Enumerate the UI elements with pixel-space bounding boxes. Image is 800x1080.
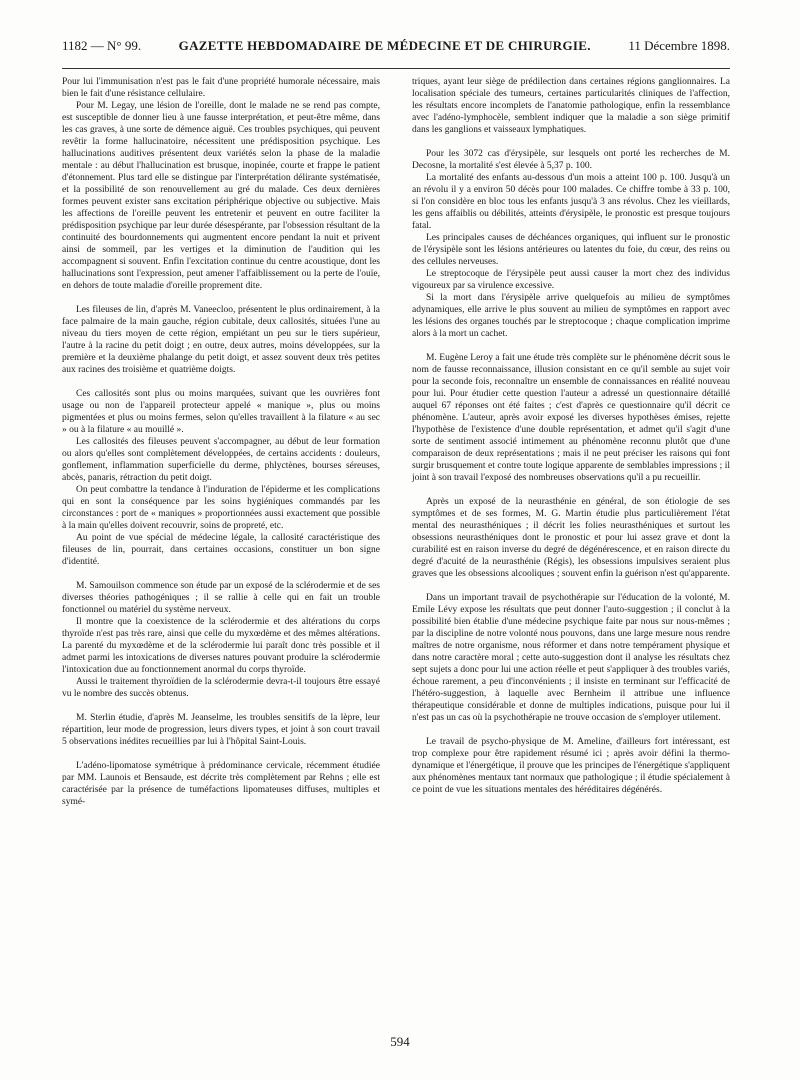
paragraph: Pour les 3072 cas d'érysipèle, sur lesquels ont porté les recherches de M. Decosne, la mortalité s'est élevée à 5,37 p. 100. (412, 149, 730, 171)
right-column (412, 76, 730, 796)
paragraph: Au point de vue spécial de médecine légale, la callosité caractéristique des fileuses de lin, pourrait, dans certaines occasions, constituer un bon signe d'identité. (62, 533, 380, 567)
paragraph: Le travail de psycho-physique de M. Ameline, d'ailleurs fort intéressant, est trop complexe pour être rapidement résumé ici ; après avoir défini la thermo-dynamique et l'énergétique, il prouve que les principes de l'énergétique s'appliquent aux phénomènes mentaux tant normaux que pathologique ; il étudie spécialement à ce point de vue les situations mentales des héréditaires dégénérés. (412, 737, 730, 795)
paragraph: Le streptocoque de l'érysipèle peut aussi causer la mort chez des individus vigoureux par sa virulence excessive. (412, 269, 730, 291)
paragraph: Si la mort dans l'érysipèle arrive quelquefois au milieu de symptômes adynamiques, elle arrive le plus souvent au milieu de symptômes en rapport avec les lésions des organes touchés par le streptocoque ; chaque complication imprime alors à la mort un cachet. (412, 293, 730, 339)
paragraph: triques, ayant leur siège de prédilection dans certaines régions ganglionnaires. La localisation spéciale des tumeurs, certaines particularités cliniques de l'affection, les résultats encore incomplets de l'anatomie pathologique, enfin la ressemblance avec l'adéno-lymphocèle, semblent indiquer que la maladie a son siège primitif dans les ganglions et vaisseaux lymphatiques. (412, 77, 730, 135)
journal-title: GAZETTE HEBDOMADAIRE DE MÉDECINE ET DE CHIRURGIE. (178, 38, 591, 53)
paragraph: Dans un important travail de psychothérapie sur l'éducation de la volonté, M. Emile Lévy expose les résultats que peut donner l'auto-suggestion ; il conclut à la possibilité bien établie d'une médecine psychique faite par nous sur nous-mêmes ; par la discipline de notre volonté nous pouvons, dans une large mesure nous rendre maîtres de notre organisme, nous réformer et dans notre tempérament physique et dans notre caractère moral ; cette auto-suggestion dont il analyse les résultats chez sept sujets a donc pour lui une action réelle et peut s'appliquer à des troubles variés, échoue rarement, a peu d'inconvénients ; il insiste en terminant sur l'efficacité de l'hétéro-suggestion, à laquelle avec Bernheim il attribue une influence thérapeutique considérable et donne de multiples indications, puisque pour lui il n'est pas un cas où la psychothérapie ne trouve occasion de s'employer utilement. (412, 593, 730, 723)
paragraph: Les callosités des fileuses peuvent s'accompagner, au début de leur formation ou alors qu'elles sont complètement développées, de certains accidents : douleurs, gonflement, inflammation superficielle du derme, phlyctènes, bourses séreuses, abcès, panaris, rétraction du petit doigt. (62, 437, 380, 483)
header-rule (62, 68, 730, 69)
paragraph-spacer (62, 700, 380, 712)
paragraph-spacer (412, 136, 730, 148)
paragraph-spacer (412, 484, 730, 496)
paragraph: Aussi le traitement thyroïdien de la sclérodermie devra-t-il toujours être essayé vu le nombre des succès obtenus. (62, 677, 380, 699)
paragraph: M. Samouilson commence son étude par un exposé de la sclérodermie et de ses diverses théories pathogéniques ; il se rallie à celle qui en fait un trouble fonctionnel ou matériel du système nerveux. (62, 581, 380, 615)
paragraph: Pour lui l'immunisation n'est pas le fait d'une propriété humorale nécessaire, mais bien le fait d'une résistance cellulaire. (62, 77, 380, 99)
running-header (62, 38, 730, 62)
left-column (62, 76, 380, 808)
paragraph: M. Sterlin étudie, d'après M. Jeanselme, les troubles sensitifs de la lèpre, leur répartition, leur mode de progression, leurs divers types, et joint à son court travail 5 observations inédites recueillies par lui à l'hôpital Saint-Louis. (62, 713, 380, 747)
paragraph: La mortalité des enfants au-dessous d'un mois a atteint 100 p. 100. Jusqu'à un an révolu il y a environ 50 décès pour 100 malades. Ce chiffre tombe à 33 p. 100, si l'on considère en bloc tous les enfants jusqu'à 3 ans révolus. Chez les vieillards, les gens affaiblis ou débilités, atteints d'érysipèle, le pronostic est presque toujours fatal. (412, 173, 730, 231)
paragraph-spacer (62, 292, 380, 304)
issue-date: 11 Décembre 1898. (628, 38, 730, 53)
page-number: 1182 — N° 99. (62, 38, 142, 53)
paragraph-spacer (62, 748, 380, 760)
paragraph: Les principales causes de déchéances organiques, qui influent sur le pronostic de l'érysipèle sont les lésions antérieures ou latentes du foie, du cœur, des reins ou des cellules nerveuses. (412, 233, 730, 267)
paragraph: Après un exposé de la neurasthénie en général, de son étiologie de ses symptômes et de ses formes, M. G. Martin étudie plus particulièrement l'état mental des neurasthéniques ; il décrit les folies neurasthéniques et surtout les obsessions neurasthéniques dont le pronostic et pour lui assez grave et dont la curabilité est en raison inverse du degré de dégénérescence, et en raison directe du degré d'acuité de la neurasthénie (Régis), les obsessions impulsives seraient plus graves que les obsessions alcooliques ; souvent enfin la guérison n'est qu'apparente. (412, 497, 730, 579)
paragraph: L'adéno-lipomatose symétrique à prédominance cervicale, récemment étudiée par MM. Launois et Bensaude, est décrite très complètement par Rehns ; elle est caractérisée par la présence de tuméfactions lipomateuses diffuses, multiples et symé- (62, 761, 380, 807)
paragraph: Les fileuses de lin, d'après M. Vaneecloo, présentent le plus ordinairement, à la face palmaire de la main gauche, région cubitale, deux callosités, situées l'une au niveau du tiers moyen de cette région, empiétant un peu sur le tiers supérieur, l'autre à la racine du petit doigt ; en outre, deux autres, moins développées, sur la première et la deuxième phalange du petit doigt, et assez souvent deux très petites aux racines des troisième et quatrième doigts. (62, 305, 380, 375)
paragraph: On peut combattre la tendance à l'induration de l'épiderme et les complications qui en sont la conséquence par les soins hygiéniques commandés par les circonstances : port de « maniques » proportionnées aussi exactement que possible à la main qu'elles doivent recouvrir, soins de propreté, etc. (62, 485, 380, 531)
paragraph-spacer (62, 568, 380, 580)
paragraph-spacer (62, 376, 380, 388)
paragraph-spacer (412, 340, 730, 352)
paragraph-spacer (412, 580, 730, 592)
paragraph: M. Eugène Leroy a fait une étude très complète sur le phénomène décrit sous le nom de fausse reconnaissance, illusion consistant en ce qu'il semble au sujet voir pour la seconde fois, reconnaître un ensemble de connaissances en réalité nouveau pour lui. Pour étudier cette question l'auteur a adressé un questionnaire détaillé auquel 67 réponses ont été faites ; c'est d'après ce questionnaire qu'il décrit ce phénomène. L'auteur, après avoir exposé les diverses hypothèses émises, rejette l'hypothèse de l'existence d'une double représentation, et admet qu'il s'agit d'une sorte de sentiment associé intimement au phénomène reconnu plutôt que d'une comparaison de deux représentations ; mais il ne peut préciser les raisons qui font surgir brusquement et contre toute logique apparente de semblables impressions ; il joint à son travail l'exposé des nombreuses observations qu'il a pu recueillir. (412, 353, 730, 483)
paragraph: Ces callosités sont plus ou moins marquées, suivant que les ouvrières font usage ou non de l'appareil protecteur appelé « manique », plus ou moins pigmentées et plus ou moins fermes, selon qu'elles travaillent à la filature « au sec » ou à la filature « au mouillé ». (62, 389, 380, 435)
paragraph-spacer (412, 724, 730, 736)
paragraph: Il montre que la coexistence de la sclérodermie et des altérations du corps thyroïde n'est pas très rare, ainsi que celle du myxœdème et des mêmes altérations. La parenté du myxœdème et de la sclérodermie lui paraît donc très possible et il admet parmi les intoxications de diverses natures pouvant produire la sclérodermie l'intoxication due au fonctionnement anormal du corps thyroïde. (62, 617, 380, 675)
page-folio: 594 (390, 1034, 410, 1049)
paragraph: Pour M. Legay, une lésion de l'oreille, dont le malade ne se rend pas compte, est susceptible de donner lieu à une fausse interprétation, et peut-être même, dans les cas graves, à une sorte de démence aiguë. Ces troubles psychiques, qui peuvent revêtir la forme hallucinatoire, nécessitent une prédisposition psychique. Les hallucinations auditives présentent deux variétés selon la phase de la maladie mentale : au début l'hallucination est brusque, inopinée, courte et frappe le patient d'étonnement. Plus tard elle se distingue par l'interprétation délirante systématisée, et la possibilité de son renouvellement au gré du malade. Ces deux dernières formes peuvent exister sans excitation périphérique objective ou subjective. Mais les affections de l'oreille peuvent les entretenir et peuvent en outre faciliter la prédisposition psychique par leur durée désespérante, par l'obsession résultant de la continuité des bourdonnements qui augmentent encore pendant la nuit et privent ainsi de sommeil, par les vertiges et la diminution de l'audition qui les accompagnent si souvent. Enfin l'excitation continue du centre acoustique, dont les hallucinations sont l'expression, peut amener l'affaiblissement ou la perte de l'ouïe, en dehors de toute maladie d'oreille proprement dite. (62, 101, 380, 291)
